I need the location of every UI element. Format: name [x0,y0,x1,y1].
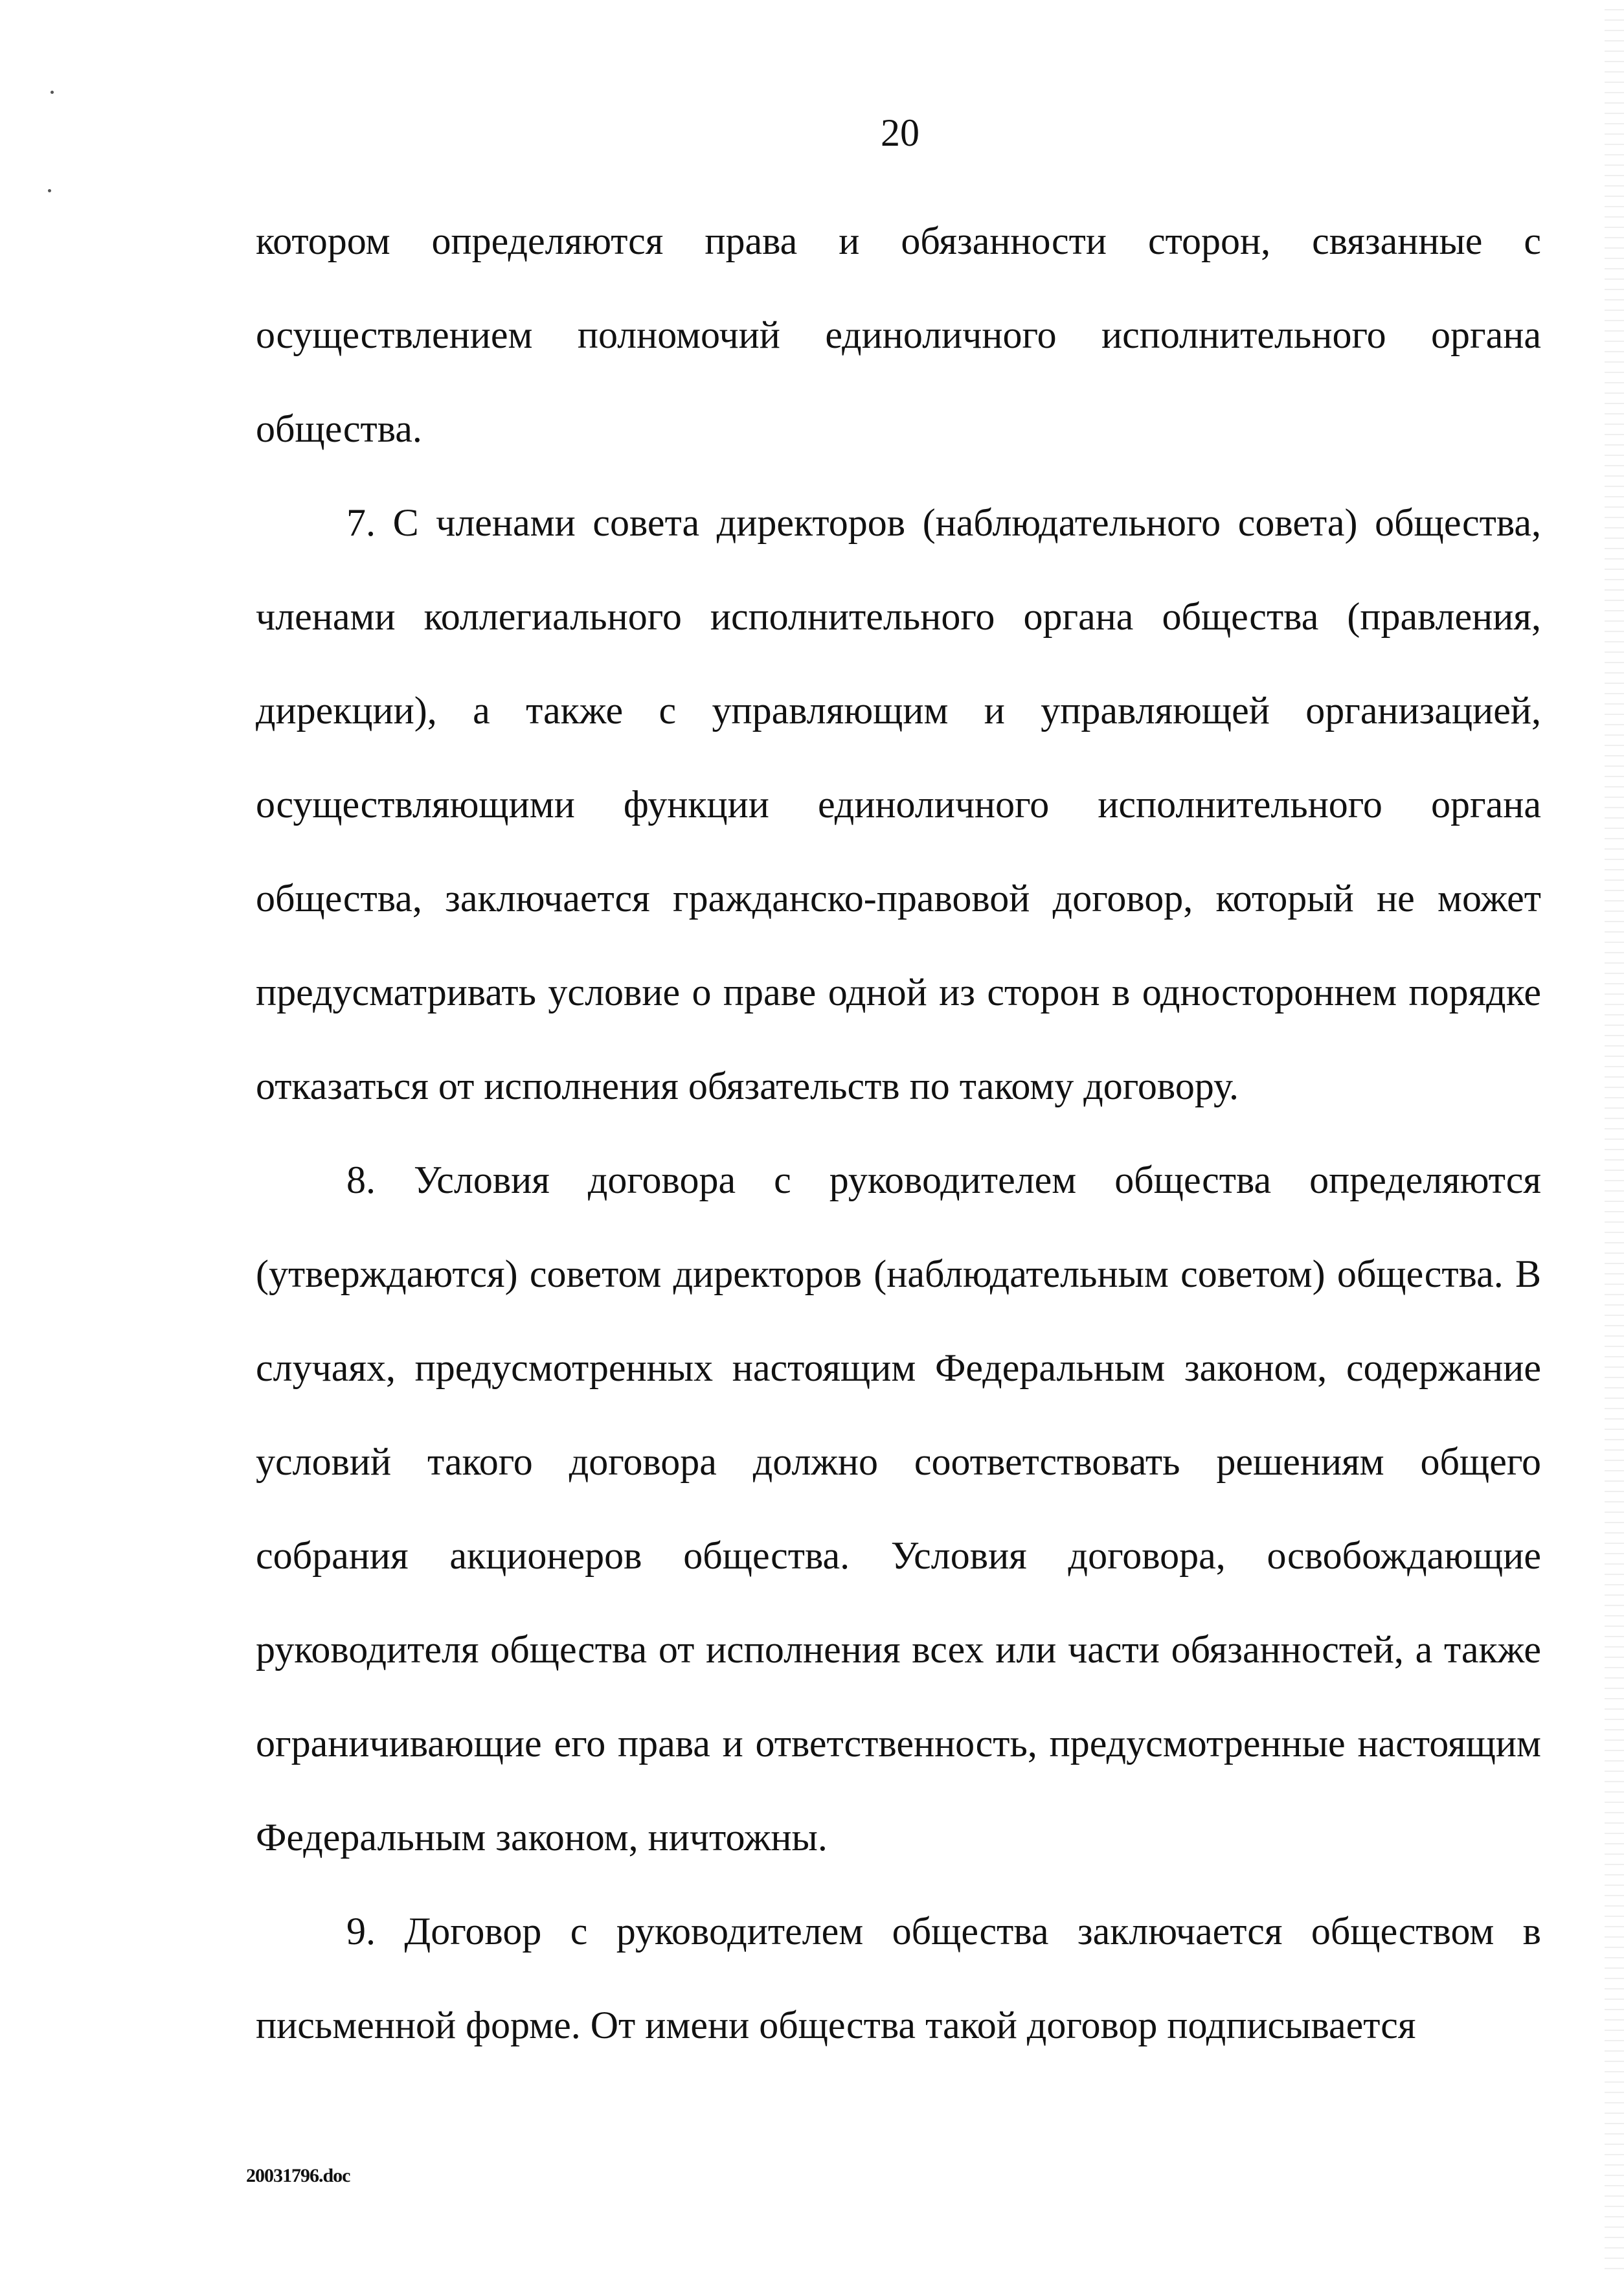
document-body [256,194,1541,2072]
scan-edge-artifact [1605,0,1624,2277]
footer-filename: 20031796.doc [246,2165,350,2186]
paragraph-clause-9: 9. Договор с руководителем общества заключается обществом в письменной форме. От имени общества такой договор подписывается [256,1910,1541,2046]
scan-speck [51,91,54,94]
paragraph-clause-8: 8. Условия договора с руководителем общества определяются (утверждаются) советом директоров (наблюдательным советом) общества. В случаях, предусмотренных настоящим Федеральным законом, содержание условий такого договора должно соответствовать решениям общего собрания акционеров общества. Условия договора, освобождающие руководителя общества от исполнения всех или части обязанностей, а также ограничивающие его права и ответственность, предусмотренные настоящим Федеральным законом, ничтожны. [256,1159,1541,1859]
page-number: 20 [881,111,919,154]
scan-speck [48,189,51,192]
paragraph-clause-7: 7. С членами совета директоров (наблюдательного совета) общества, членами коллегиального исполнительного органа общества (правления, дирекции), а также с управляющим и управляющей организацией, осуществляющими функции единоличного исполнительного органа общества, заключается гражданско-правовой договор, который не может предусматривать условие о праве одной из сторон в одностороннем порядке отказаться от исполнения обязательств по такому договору. [256,501,1541,1107]
paragraph-continuation: котором определяются права и обязанности сторон, связанные с осуществлением полномочий единоличного исполнительного органа общества. [256,220,1541,450]
